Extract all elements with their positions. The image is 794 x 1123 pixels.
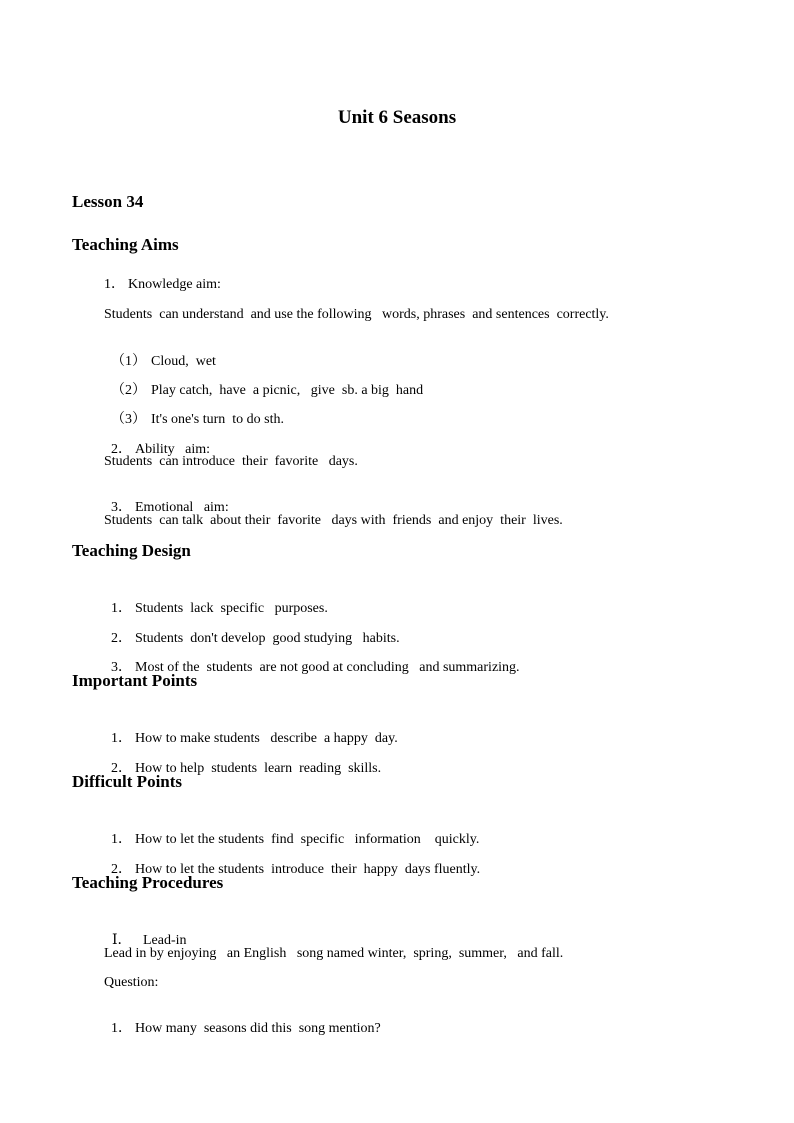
difficult-point-text: How to let the students introduce their happy days fluently.: [135, 862, 481, 877]
design-item-number: 1．: [111, 601, 132, 616]
question-number: 1．: [111, 1021, 132, 1036]
lesson-heading: Lesson 34: [72, 192, 144, 211]
difficult-point-text: How to let the students find specific information quickly.: [135, 832, 480, 847]
ability-aim-number: 2．: [111, 442, 132, 457]
page-title: Unit 6 Seasons: [337, 107, 457, 128]
emotional-aim-text: Students can talk about their favorite days with friends and enjoy their lives.: [104, 513, 563, 528]
difficult-point-number: 1．: [111, 832, 132, 847]
question-text: How many seasons did this song mention?: [135, 1021, 381, 1036]
design-item-number: 2．: [111, 631, 132, 646]
knowledge-aim: [104, 276, 221, 294]
aim-item-number: （2）: [111, 383, 146, 398]
lead-in-text: Lead in by enjoying an English song named winter, spring, summer, and fall.: [104, 946, 564, 961]
important-point-text: How to help students learn reading skills.: [135, 761, 382, 776]
ability-aim-label: Ability aim:: [135, 442, 211, 457]
aim-item-number: （1）: [111, 354, 146, 369]
knowledge-aim-text: Students can understand and use the following words, phrases and sentences correctly.: [104, 307, 609, 322]
aim-item-text: Play catch, have a picnic, give sb. a big hand: [151, 383, 424, 398]
teaching-procedures-heading: Teaching Procedures: [72, 873, 224, 892]
design-item-text: Most of the students are not good at concluding and summarizing.: [135, 660, 520, 675]
important-point-number: 2．: [111, 761, 132, 776]
ability-aim-text: Students can introduce their favorite days.: [104, 454, 358, 469]
emotional-aim-number: 3．: [111, 500, 132, 515]
emotional-aim-label: Emotional aim:: [135, 500, 229, 515]
procedure-section-label: Lead-in: [143, 933, 187, 948]
design-item-text: Students lack specific purposes.: [135, 601, 328, 616]
design-item-number: 3．: [111, 660, 132, 675]
difficult-point-number: 2．: [111, 862, 132, 877]
important-points-heading: Important Points: [72, 671, 198, 690]
procedure-section-number: Ⅰ．: [112, 933, 132, 948]
important-point-text: How to make students describe a happy day.: [135, 731, 398, 746]
question-label: Question:: [104, 975, 159, 990]
aim-item-text: It's one's turn to do sth.: [151, 412, 284, 427]
design-item-text: Students don't develop good studying habits.: [135, 631, 400, 646]
knowledge-aim-number: 1．: [104, 277, 125, 292]
difficult-points-heading: Difficult Points: [72, 772, 183, 791]
aim-item-text: Cloud, wet: [151, 354, 216, 369]
teaching-design-heading: Teaching Design: [72, 541, 191, 560]
question-item: [104, 1002, 381, 1038]
teaching-aims-heading: Teaching Aims: [72, 235, 179, 254]
knowledge-aim-label: Knowledge aim:: [128, 277, 221, 292]
important-point-number: 1．: [111, 731, 132, 746]
aim-item-number: （3）: [111, 412, 146, 427]
